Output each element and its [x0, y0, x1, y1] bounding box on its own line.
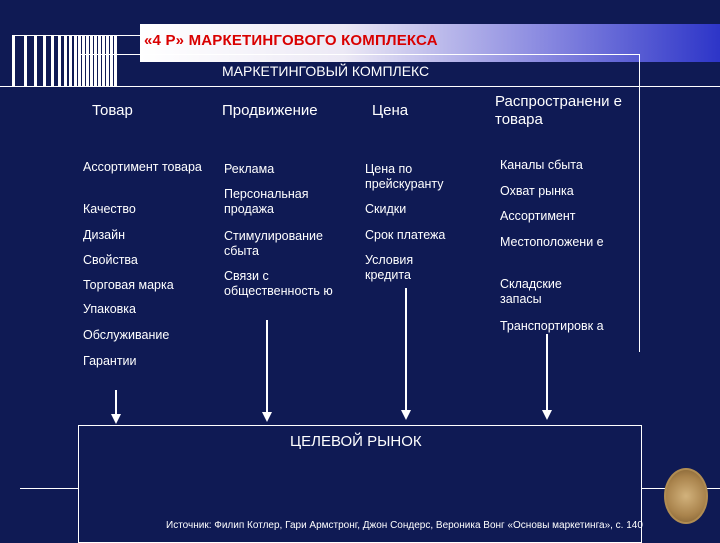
list-item: Обслуживание — [83, 328, 170, 342]
bar — [24, 36, 27, 86]
diagram-border — [639, 54, 640, 352]
list-item: Свойства — [83, 253, 138, 267]
arrow-head — [111, 414, 121, 424]
list-item: Цена по прейскуранту — [365, 162, 444, 191]
arrow-head — [542, 410, 552, 420]
arrow-head — [262, 412, 272, 422]
diagram-border — [78, 54, 79, 86]
list-item: Условия кредита — [365, 253, 414, 282]
decorative-bars — [12, 36, 132, 86]
bar — [114, 36, 117, 86]
bar — [69, 36, 72, 86]
diagram-title: МАРКЕТИНГОВЫЙ КОМПЛЕКС — [222, 63, 430, 79]
divider — [12, 35, 140, 36]
list-item: Срок платежа — [365, 228, 446, 242]
column-heading-product: Товар — [92, 102, 133, 119]
bar — [74, 36, 77, 86]
list-item: Реклама — [224, 162, 275, 176]
bar — [102, 36, 105, 86]
list-item: Торговая марка — [83, 278, 174, 292]
list-item: Ассортимент — [500, 209, 576, 223]
column-heading-distribution: Распространени е товара — [495, 93, 623, 128]
list-item: Транспортировк а — [500, 319, 604, 333]
list-item: Скидки — [365, 202, 407, 216]
bar — [82, 36, 85, 86]
bar — [86, 36, 89, 86]
column-heading-promotion: Продвижение — [222, 102, 318, 119]
divider — [20, 488, 78, 489]
target-market-label: ЦЕЛЕВОЙ РЫНОК — [290, 433, 422, 450]
list-item: Охват рынка — [500, 184, 574, 198]
list-item: Складские запасы — [500, 277, 562, 306]
list-item: Каналы сбыта — [500, 158, 583, 172]
bar — [98, 36, 101, 86]
list-item: Связи с общественность ю — [224, 269, 333, 298]
arrow — [266, 320, 268, 414]
bar — [106, 36, 109, 86]
list-item: Дизайн — [83, 228, 126, 242]
bar — [58, 36, 61, 86]
university-seal-icon — [664, 468, 708, 524]
bar — [43, 36, 46, 86]
list-item: Стимулирование сбыта — [224, 229, 323, 258]
list-item: Упаковка — [83, 302, 136, 316]
list-item: Гарантии — [83, 354, 137, 368]
list-item: Персональная продажа — [224, 187, 309, 216]
arrow — [405, 288, 407, 412]
bar — [51, 36, 54, 86]
list-item: Местоположени е — [500, 235, 604, 249]
source-citation: Источник: Филип Котлер, Гари Армстронг, Джон Сондерс, Вероника Вонг «Основы маркетинга», с. 140 — [166, 520, 643, 531]
bar — [90, 36, 93, 86]
arrow-head — [401, 410, 411, 420]
bar — [64, 36, 67, 86]
column-heading-price: Цена — [372, 102, 409, 119]
divider — [0, 86, 720, 87]
slide-title: «4 P» МАРКЕТИНГОВОГО КОМПЛЕКСА — [144, 32, 438, 49]
list-item: Качество — [83, 202, 136, 216]
bar — [12, 36, 15, 86]
bar — [110, 36, 113, 86]
arrow — [115, 390, 117, 416]
arrow — [546, 334, 548, 412]
bar — [34, 36, 37, 86]
diagram-top-border — [78, 54, 640, 55]
bar — [94, 36, 97, 86]
list-item: Ассортимент товара — [83, 160, 202, 174]
